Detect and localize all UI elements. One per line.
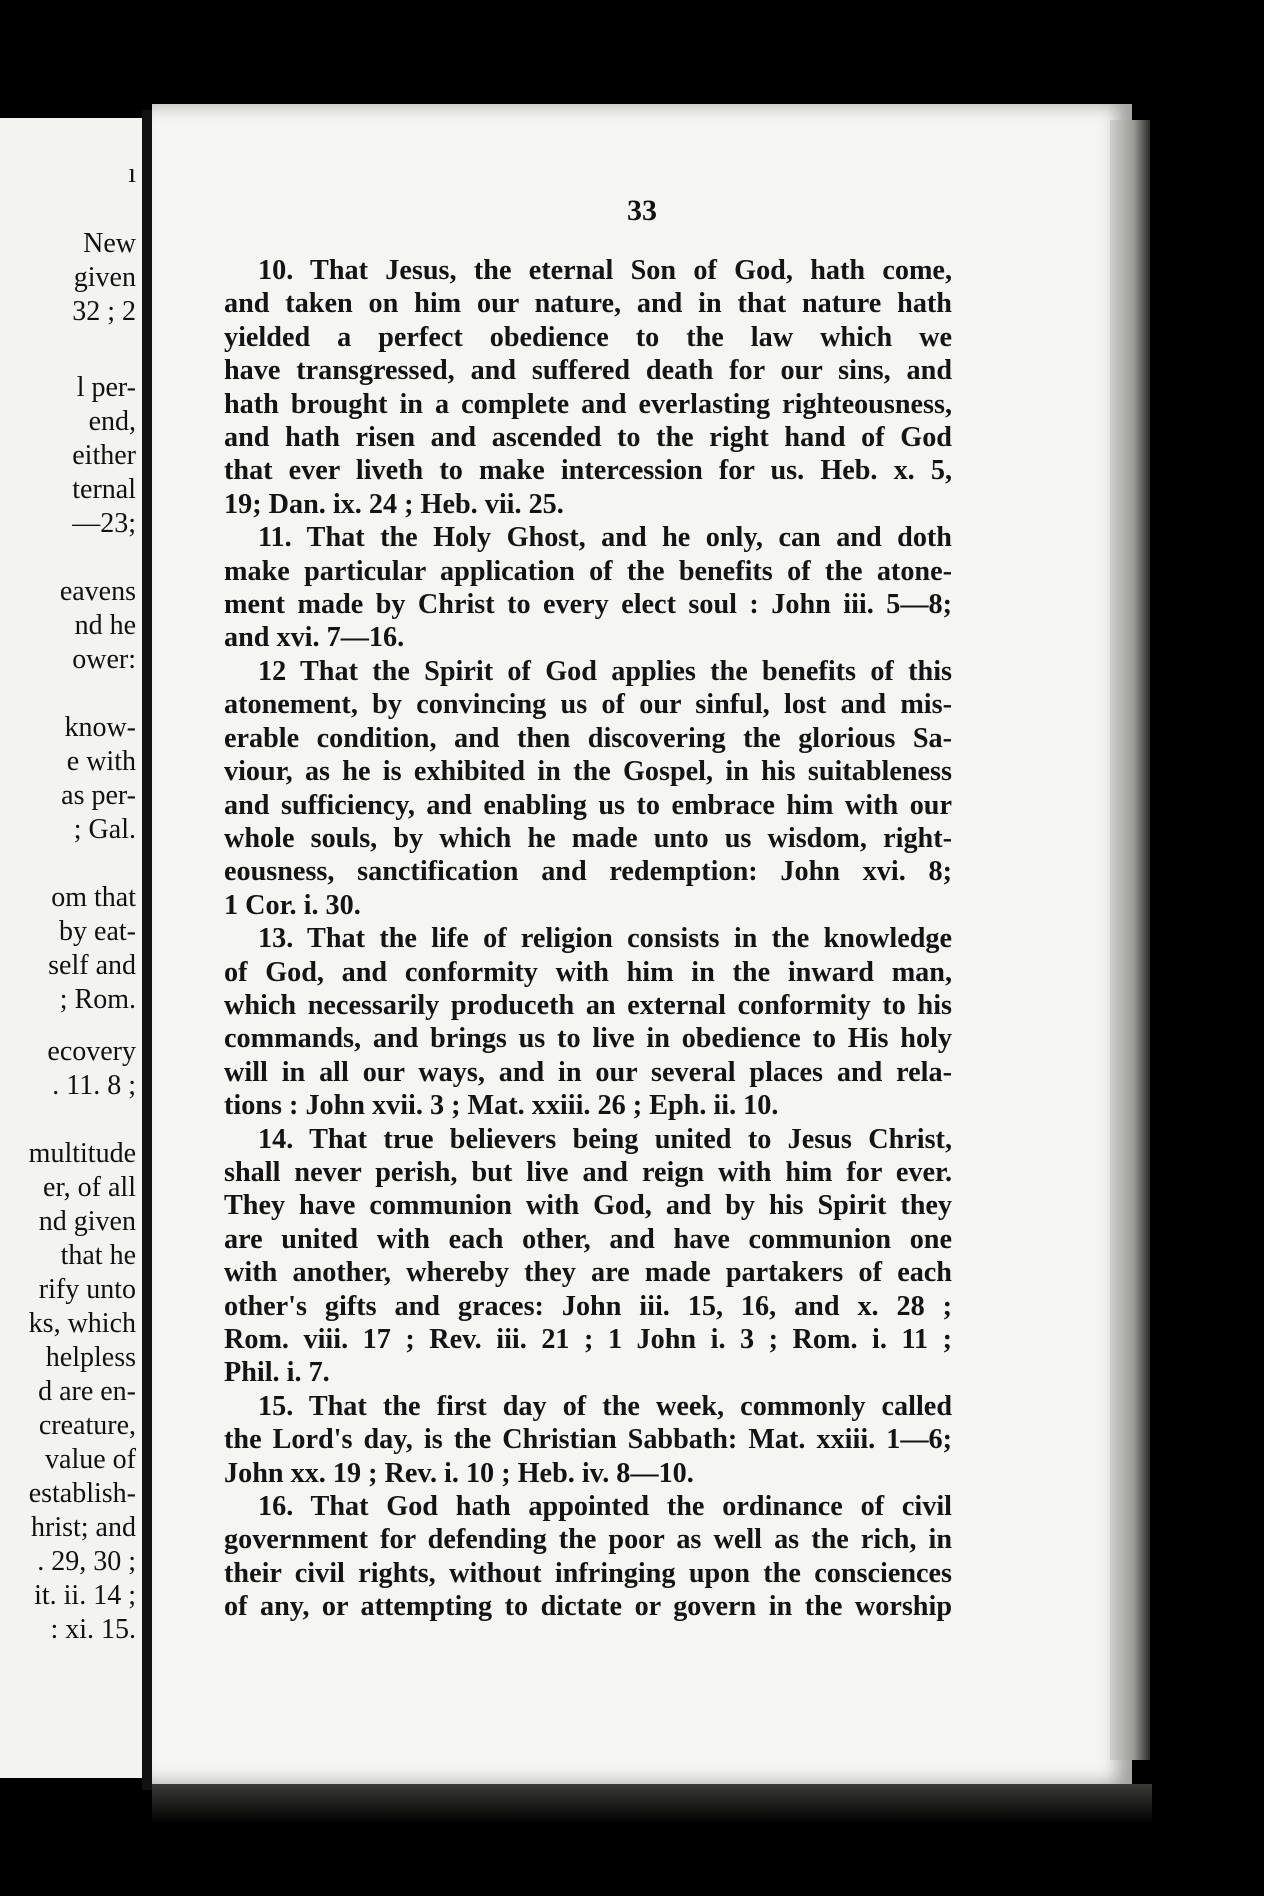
left-text-line: ; Gal. [73,814,136,845]
left-text-line: : xi. 15. [50,1614,136,1645]
text-line: yielded a perfect obedience to the law which we [224,321,952,353]
scan-border [152,1784,1152,1824]
text-line: and taken on him our nature, and in that nature hath [224,288,952,320]
text-line: Phil. i. 7. [224,1357,330,1389]
left-text-line: . 29, 30 ; [37,1546,136,1577]
text-line: and xvi. 7—16. [224,622,405,654]
text-line: and sufficiency, and enabling us to embrace him with our [224,789,952,821]
text-line: of any, or attempting to dictate or govern in the worship [224,1591,952,1623]
text-line: 15. That the first day of the week, commonly called [258,1390,952,1422]
text-line: commands, and brings us to live in obedience to His holy [224,1023,952,1055]
text-line: 13. That the life of religion consists in the knowledge [258,923,952,955]
left-text-line: . 11. 8 ; [52,1070,136,1101]
left-text-line: nd given [38,1206,136,1237]
left-text-line: ; Rom. [59,984,136,1015]
left-text-line: know- [64,712,136,743]
text-line: 11. That the Holy Ghost, and he only, can and doth [258,522,952,554]
left-text-line: establish- [28,1478,136,1509]
left-text-line: er, of all [43,1172,136,1203]
text-line: ment made by Christ to every elect soul : John iii. 5—8; [224,589,952,621]
text-line: that ever liveth to make intercession for us. Heb. x. 5, [224,455,952,487]
text-line: tions : John xvii. 3 ; Mat. xxiii. 26 ; Eph. ii. 10. [224,1090,779,1122]
left-text-line: self and [48,950,136,981]
text-line: their civil rights, without infringing upon the consciences [224,1557,952,1589]
text-line: with another, whereby they are made partakers of each [224,1257,952,1289]
text-line: which necessarily produceth an external conformity to his [224,989,952,1021]
left-text-line: creature, [38,1410,136,1441]
text-line: They have communion with God, and by his Spirit they [224,1190,952,1222]
text-line: Rom. viii. 17 ; Rev. iii. 21 ; 1 John i. 3 ; Rom. i. 11 ; [224,1324,952,1355]
left-text-line: e with [66,746,136,777]
page-edge-shadow [1110,120,1150,1760]
text-line: viour, as he is exhibited in the Gospel, in his suitableness [224,756,952,788]
text-line: are united with each other, and have communion one [224,1223,952,1255]
text-line: 16. That God hath appointed the ordinance of civil [258,1491,952,1523]
left-text-line: rify unto [38,1274,136,1305]
left-text-line: 32 ; 2 [72,296,136,327]
left-text-line: helpless [45,1342,136,1373]
left-text-line: by eat- [59,916,136,947]
left-text-line: either [72,440,136,471]
book-gutter [142,110,152,1790]
text-line: of God, and conformity with him in the inward man, [224,956,952,988]
page-33 [152,104,1132,1784]
text-line: make particular application of the benefits of the atone- [224,555,952,587]
text-line: the Lord's day, is the Christian Sabbath: Mat. xxiii. 1—6; [224,1424,952,1456]
text-line: shall never perish, but live and reign with him for ever. [224,1156,952,1188]
left-text-line: hrist; and [31,1512,136,1543]
left-text-line: eavens [59,576,136,607]
text-line: hath brought in a complete and everlasting righteousness, [224,388,952,420]
text-line: 19; Dan. ix. 24 ; Heb. vii. 25. [224,488,564,520]
left-text-line: ks, which [28,1308,136,1339]
text-line: government for defending the poor as well as the rich, in [224,1524,952,1556]
left-text-line: multitude [28,1138,136,1169]
text-line: 14. That true believers being united to Jesus Christ, [258,1123,952,1155]
text-line: eousness, sanctification and redemption: John xvi. 8; [224,856,952,888]
left-text-line: nd he [74,610,136,641]
page-body [224,254,952,1624]
text-line: John xx. 19 ; Rev. i. 10 ; Heb. iv. 8—10. [224,1457,694,1489]
left-text-line: New [83,228,136,259]
left-text-line: —23; [72,508,136,539]
left-text-line: end, [88,406,136,437]
text-line: and hath risen and ascended to the right hand of God [224,422,952,454]
text-line: whole souls, by which he made unto us wisdom, right- [224,822,952,854]
left-text-line: l per- [76,372,136,403]
left-text-line: it. ii. 14 ; [34,1580,136,1611]
text-line: 10. That Jesus, the eternal Son of God, hath come, [258,255,952,286]
left-text-line: that he [60,1240,136,1271]
text-line: 12 That the Spirit of God applies the benefits of this [258,655,952,687]
left-text-line: as per- [61,780,136,811]
text-line: erable condition, and then discovering the glorious Sa- [224,722,952,754]
left-text-line: value of [45,1444,136,1475]
text-line: have transgressed, and suffered death for our sins, and [224,355,952,387]
left-text-line: ı [128,158,136,189]
left-page-fragment [0,118,142,1778]
left-text-line: ower: [72,644,136,675]
left-text-line: om that [51,882,136,913]
text-line: 1 Cor. i. 30. [224,889,361,921]
text-line: other's gifts and graces: John iii. 15, 16, and x. 28 ; [224,1290,952,1322]
left-text-line: ternal [72,474,136,505]
text-line: will in all our ways, and in our several places and rela- [224,1056,952,1088]
left-text-line: d are en- [38,1376,136,1407]
page-number: 33 [627,194,657,227]
text-line: atonement, by convincing us of our sinful, lost and mis- [224,689,952,721]
left-text-line: given [73,262,136,293]
left-text-line: ecovery [47,1036,136,1067]
